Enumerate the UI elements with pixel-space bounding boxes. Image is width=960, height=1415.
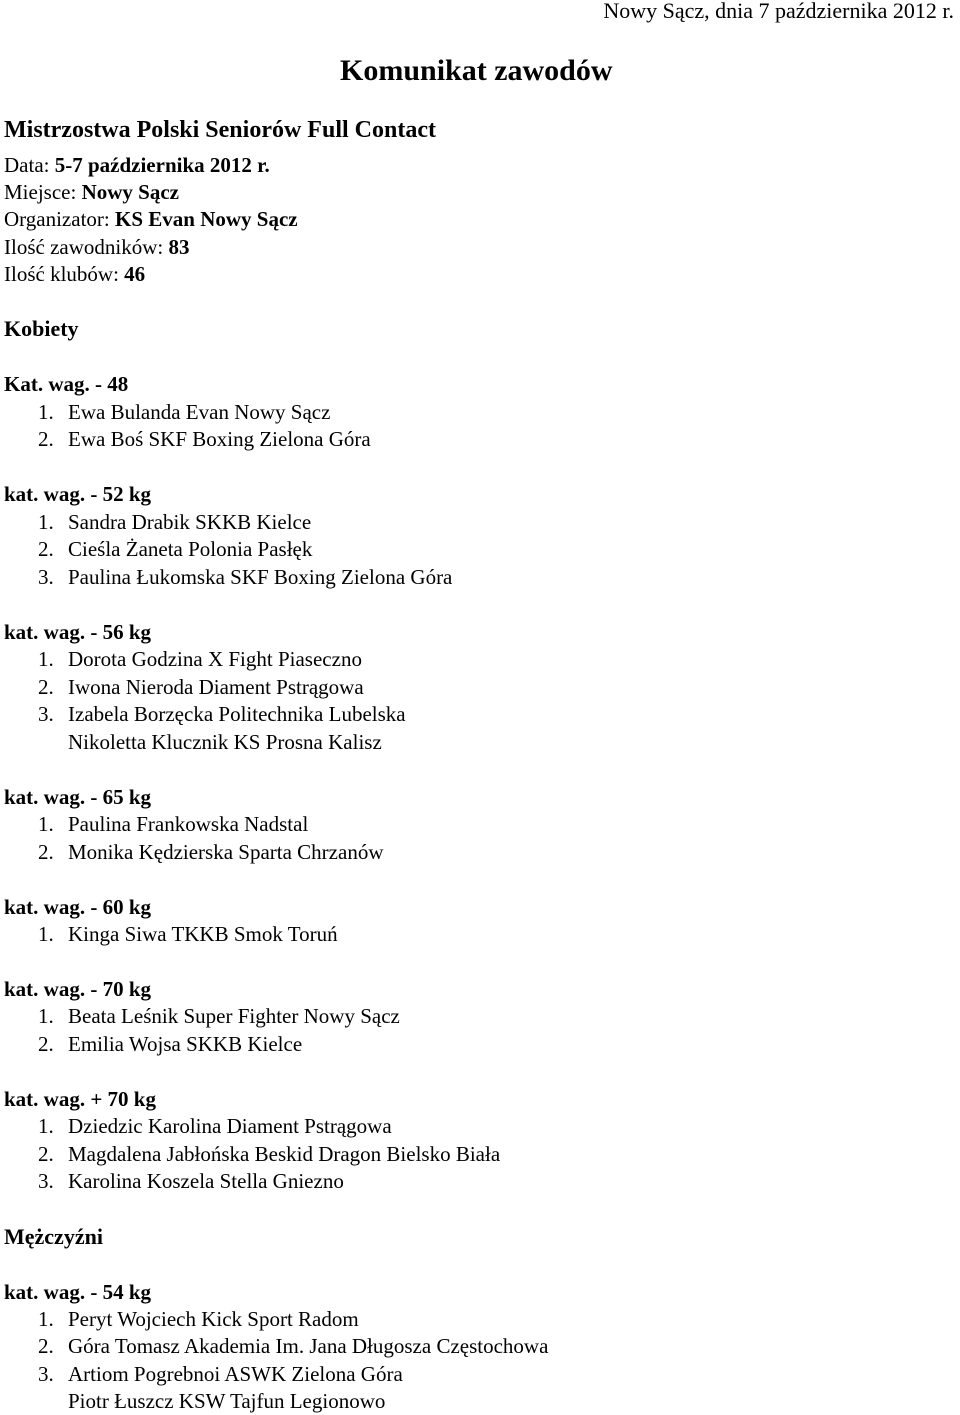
result-place: 2. bbox=[38, 427, 54, 451]
place-date: Nowy Sącz, dnia 7 października 2012 r. bbox=[603, 0, 954, 23]
result-row bbox=[38, 1142, 500, 1167]
organizer-value: KS Evan Nowy Sącz bbox=[115, 207, 298, 231]
date-label: Data: bbox=[4, 153, 55, 177]
competitors-label: Ilość zawodników: bbox=[4, 235, 169, 259]
event-clubs bbox=[4, 262, 145, 287]
place-value: Nowy Sącz bbox=[81, 180, 179, 204]
result-place: 1. bbox=[38, 1004, 54, 1028]
result-name: Ewa Bulanda Evan Nowy Sącz bbox=[68, 400, 331, 424]
result-name: Góra Tomasz Akademia Im. Jana Długosza Częstochowa bbox=[68, 1334, 549, 1358]
result-place: 1. bbox=[38, 647, 54, 671]
result-name: Kinga Siwa TKKB Smok Toruń bbox=[68, 922, 338, 946]
result-row bbox=[38, 647, 362, 672]
result-row bbox=[38, 400, 330, 425]
result-name: Artiom Pogrebnoi ASWK Zielona Góra bbox=[68, 1362, 403, 1386]
result-name: Beata Leśnik Super Fighter Nowy Sącz bbox=[68, 1004, 400, 1028]
result-row bbox=[38, 675, 364, 700]
category-heading: Kat. wag. - 48 bbox=[4, 372, 129, 396]
result-name: Magdalena Jabłońska Beskid Dragon Bielsko Biała bbox=[68, 1142, 501, 1166]
result-name: Peryt Wojciech Kick Sport Radom bbox=[68, 1307, 359, 1331]
result-name: Karolina Koszela Stella Gniezno bbox=[68, 1169, 344, 1193]
result-place: 3. bbox=[38, 1362, 54, 1386]
result-row bbox=[38, 812, 308, 837]
competitors-value: 83 bbox=[168, 235, 190, 259]
category-heading: kat. wag. - 60 kg bbox=[4, 895, 152, 919]
result-name: Ewa Boś SKF Boxing Zielona Góra bbox=[68, 427, 371, 451]
result-place: 1. bbox=[38, 400, 54, 424]
result-place: 1. bbox=[38, 510, 54, 534]
date-value: 5-7 października 2012 r. bbox=[54, 153, 270, 177]
result-row bbox=[38, 1362, 403, 1387]
result-name: Sandra Drabik SKKB Kielce bbox=[68, 510, 312, 534]
result-place: 1. bbox=[38, 1307, 54, 1331]
category-heading: kat. wag. - 70 kg bbox=[4, 977, 152, 1001]
result-place: 2. bbox=[38, 1142, 54, 1166]
result-row bbox=[38, 1004, 400, 1029]
event-place bbox=[4, 180, 179, 205]
result-name: Izabela Borzęcka Politechnika Lubelska bbox=[68, 702, 406, 726]
result-row bbox=[38, 702, 406, 727]
result-place: 1. bbox=[38, 812, 54, 836]
result-name: Iwona Nieroda Diament Pstrągowa bbox=[68, 675, 364, 699]
clubs-label: Ilość klubów: bbox=[4, 262, 125, 286]
place-label: Miejsce: bbox=[4, 180, 82, 204]
category-heading: kat. wag. - 54 kg bbox=[4, 1280, 152, 1304]
event-date bbox=[4, 153, 270, 178]
clubs-value: 46 bbox=[124, 262, 146, 286]
category-heading: kat. wag. + 70 kg bbox=[4, 1087, 156, 1111]
document-title: Komunikat zawodów bbox=[340, 54, 613, 87]
result-row bbox=[38, 840, 383, 865]
category-heading: kat. wag. - 52 kg bbox=[4, 482, 152, 506]
women-heading: Kobiety bbox=[4, 316, 79, 341]
result-place: 1. bbox=[38, 922, 54, 946]
result-place: 2. bbox=[38, 840, 54, 864]
result-name: Monika Kędzierska Sparta Chrzanów bbox=[68, 840, 384, 864]
men-heading: Mężczyźni bbox=[4, 1224, 103, 1249]
result-name: Paulina Łukomska SKF Boxing Zielona Góra bbox=[68, 565, 453, 589]
result-name: Dziedzic Karolina Diament Pstrągowa bbox=[68, 1114, 392, 1138]
result-row bbox=[38, 510, 311, 535]
result-name: Paulina Frankowska Nadstal bbox=[68, 812, 309, 836]
result-row bbox=[38, 565, 452, 590]
result-place: 2. bbox=[38, 537, 54, 561]
organizer-label: Organizator: bbox=[4, 207, 115, 231]
event-competitors bbox=[4, 235, 189, 260]
result-place: 2. bbox=[38, 1334, 54, 1358]
result-name: Cieśla Żaneta Polonia Pasłęk bbox=[68, 537, 313, 561]
result-row bbox=[38, 1032, 302, 1057]
result-row bbox=[38, 730, 382, 755]
result-row bbox=[38, 537, 312, 562]
result-place: 3. bbox=[38, 702, 54, 726]
result-name: Piotr Łuszcz KSW Tajfun Legionowo bbox=[68, 1389, 386, 1413]
result-place: 1. bbox=[38, 1114, 54, 1138]
result-row bbox=[38, 427, 371, 452]
result-place: 3. bbox=[38, 1169, 54, 1193]
category-heading: kat. wag. - 56 kg bbox=[4, 620, 152, 644]
result-name: Emilia Wojsa SKKB Kielce bbox=[68, 1032, 303, 1056]
result-name: Dorota Godzina X Fight Piaseczno bbox=[68, 647, 362, 671]
result-place: 2. bbox=[38, 1032, 54, 1056]
result-row bbox=[38, 1334, 548, 1359]
event-organizer bbox=[4, 207, 298, 232]
result-place: 3. bbox=[38, 565, 54, 589]
result-row bbox=[38, 1389, 385, 1414]
result-row bbox=[38, 1169, 344, 1194]
result-name: Nikoletta Klucznik KS Prosna Kalisz bbox=[68, 730, 382, 754]
result-row bbox=[38, 922, 338, 947]
result-row bbox=[38, 1114, 392, 1139]
result-place: 2. bbox=[38, 675, 54, 699]
championship-name: Mistrzostwa Polski Seniorów Full Contact bbox=[4, 117, 436, 143]
category-heading: kat. wag. - 65 kg bbox=[4, 785, 152, 809]
result-row bbox=[38, 1307, 359, 1332]
